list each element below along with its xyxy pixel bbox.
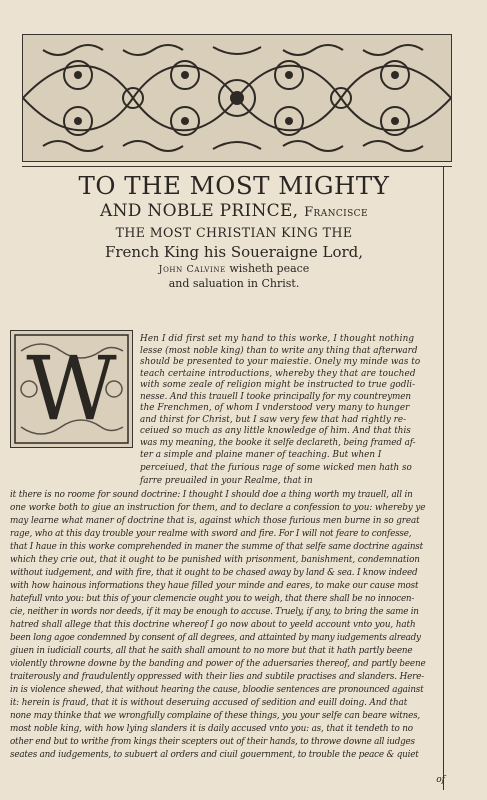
body-line: in is violence shewed, that without hearing the cause, bloodie sentences are pronounced against [10, 685, 424, 695]
body-line: hatred shall allege that this doctrine whereof I go now about to yeeld account vnto you, hath [10, 620, 416, 630]
body-line: may learne what maner of doctrine that is, against which those furious men burne in so great [10, 516, 420, 526]
body-line: was my meaning, the booke it selfe declareth, being framed af- [140, 437, 416, 448]
body-line: giuen in iudiciall courts, all that he saith shall amount to no more but that it hath partly beene [10, 646, 413, 656]
body-line: one worke both to giue an instruction for them, and to declare a confession to you: whereby ye [10, 503, 426, 513]
body-line: traiterously and fraudulently oppressed with their lies and subtile practises and slanders. Here- [10, 672, 425, 682]
body-line: that I haue in this worke comprehended in maner the summe of that selfe same doctrine against [10, 542, 423, 552]
heading-line-6: and saluation in Christ. [168, 277, 300, 290]
body-line: it: herein is fraud, that it is without deseruing accused of sedition and euill doing. And that [10, 698, 408, 708]
heading-line-5: John Calvine wisheth peace [158, 262, 310, 275]
body-line: and thirst for Christ, but I saw very few that had rightly re- [140, 414, 407, 425]
body-line: with some zeale of religion might be instructed to true godli- [140, 380, 416, 390]
body-line: Hen I did first set my hand to this worke, I thought nothing [140, 334, 415, 344]
body-line: rage, who at this day trouble your realme with sword and fire. For I will not feare to confesse, [10, 529, 412, 539]
body-line: ceiued so much as any little knowledge of him. And that this [140, 426, 411, 436]
heading-line-3: THE MOST CHRISTIAN KING THE [115, 225, 353, 240]
catchword: of [436, 775, 445, 785]
heading-line-4: French King his Soueraigne Lord, [104, 243, 364, 261]
body-line: ter a simple and plaine maner of teaching. But when I perceiued, that the furious rage of some wicked men hath so farre preuailed in your Realme, that in [140, 450, 412, 486]
body-line: lesse (most noble king) than to write any thing that afterward [140, 345, 418, 356]
body-line: hatefull vnto you: but this of your clemencie ought you to weigh, that there shall be no innocen- [10, 594, 415, 604]
body-line: with how hainous informations they haue filled your minde and eares, to make our cause most [10, 581, 419, 591]
body-line: the Frenchmen, of whom I vnderstood very many to hunger [140, 403, 410, 413]
body-line: cie, neither in words nor deeds, if it may be enough to accuse. Truely, if any, to bring the same in [10, 607, 419, 617]
heading-line-2: AND NOBLE PRINCE, Francisce [100, 201, 368, 221]
body-line: it there is no roome for sound doctrine: I thought I should doe a thing worth my trauell, all in [10, 490, 413, 500]
body-line: without iudgement, and with fire, that it ought to be chased away by land & sea. I know indeed [10, 568, 418, 578]
body-line: other end but to writhe from kings their scepters out of their hands, to throwe downe all iudges [10, 737, 415, 747]
body-line: most noble king, with how lying slanders it is daily accused vnto you: as, that it tendeth to no [10, 724, 413, 734]
body-line: which they crie out, that it ought to be punished with prisonment, banishment, condemnation [10, 555, 420, 565]
body-line: nesse. And this trauell I tooke principally for my countreymen [140, 391, 411, 402]
body-line: seates and iudgements, to subuert al orders and ciuil gouernment, to trouble the peace & quiet [10, 750, 419, 760]
dropcap-letter: W [26, 337, 117, 440]
body-line: should be presented to your maiestie. Onely my minde was to [140, 357, 421, 367]
body-line: teach certaine introductions, whereby they that are touched [140, 368, 416, 379]
body-line: none may thinke that we wrongfully complaine of these things, you your selfe can beare witnes, [10, 711, 421, 721]
body-line: violently throwne downe by the banding and power of the aduersaries thereof, and partly beene [10, 659, 426, 669]
heading-line-1: TO THE MOST MIGHTY [78, 171, 390, 200]
body-line: been long agoe condemned by consent of all degrees, and attainted by many iudgements already [10, 633, 421, 643]
